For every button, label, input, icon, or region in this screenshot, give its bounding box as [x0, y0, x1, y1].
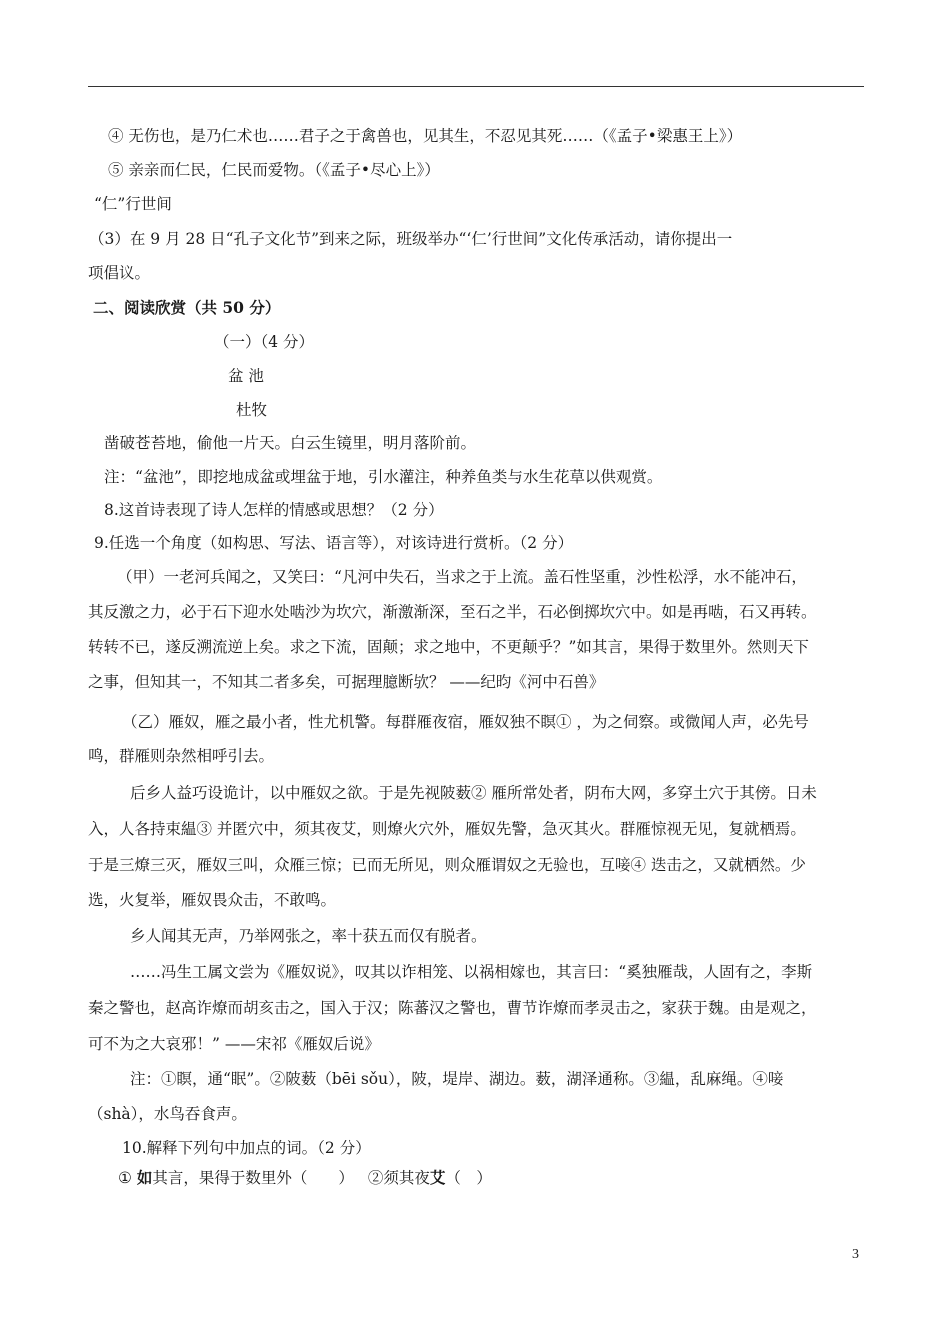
section-label: “仁”行世间: [94, 195, 172, 213]
question-10-stem: 10.解释下列句中加点的词。（2 分）: [122, 1139, 371, 1157]
q10-item1-prefix: ①: [118, 1169, 137, 1187]
passage-yi-line: 于是三燎三灭，雁奴三叫，众雁三惊；已而无所见，则众雁谓奴之无验也，互唼④ 迭击之，又就栖然。少: [88, 856, 806, 874]
q10-item2-rest: （ ）: [445, 1169, 492, 1187]
q10-item2-prefix: ②须其夜: [367, 1169, 430, 1187]
passage-jia-line: 其反激之力，必于石下迎水处啮沙为坎穴，渐激渐深，至石之半，石必倒掷坎穴中。如是再啮，石又再转。: [88, 603, 817, 621]
passage-yi-line: 鸣，群雁则杂然相呼引去。: [88, 747, 275, 765]
passage-yi-line: ……冯生工属文尝为《雁奴说》，叹其以诈相笼、以祸相嫁也，其言曰：“奚独雁哉，人固有之，李斯: [130, 963, 813, 981]
question-9: 9.任选一个角度（如构思、写法、语言等），对该诗进行赏析。（2 分）: [94, 534, 574, 552]
question-8: 8.这首诗表现了诗人怎样的情感或思想？（2 分）: [104, 501, 444, 519]
passage-yi-line: 可不为之大哀邪！” ——宋祁《雁奴后说》: [88, 1035, 380, 1053]
passage-yi-line: 入，人各持束緼③ 并匿穴中，须其夜艾，则燎火穴外，雁奴先警，急灭其火。群雁惊视无见，复就栖焉。: [88, 820, 806, 838]
passage-yi-line: 乡人闻其无声，乃举网张之，率十获五而仅有脱者。: [130, 927, 487, 945]
passage-yi-line: 选，火复举，雁奴畏众击，不敢鸣。: [88, 891, 337, 909]
notes-yi-line: 注：①瞑，通“眠”。②陂薮（bēi sǒu），陂，堤岸、湖边。薮，湖泽通称。③緼，乱麻绳。④唼: [130, 1070, 784, 1088]
poem-subheading: （一）（4 分）: [214, 333, 315, 351]
part2-title: 二、阅读欣赏（共 50 分）: [93, 298, 281, 317]
question-10-items: [118, 1168, 492, 1188]
page-number: 3: [852, 1247, 859, 1262]
question-3-line2: 项倡议。: [88, 264, 151, 282]
passage-jia-line: 之事，但知其一，不知其二者多矣，可据理臆断欤？ ——纪昀《河中石兽》: [88, 673, 605, 691]
quote-4: ④ 无伤也，是乃仁术也……君子之于禽兽也，见其生，不忍见其死……（《孟子•梁惠王上》）: [108, 127, 743, 145]
quote-5: ⑤ 亲亲而仁民，仁民而爱物。（《孟子•尽心上》）: [108, 161, 440, 179]
poem-author: 杜牧: [236, 401, 268, 419]
poem-title: 盆 池: [228, 367, 264, 385]
poem-note: 注：“盆池”，即挖地成盆或埋盆于地，引水灌注，种养鱼类与水生花草以供观赏。: [104, 468, 663, 486]
header-rule: [88, 86, 864, 87]
question-3-line1: （3）在 9 月 28 日“孔子文化节”到来之际，班级举办“‘仁’行世间”文化传承活动，请你提出一: [89, 230, 733, 248]
q10-item1-rest: 其言，果得于数里外（ ）: [152, 1169, 354, 1187]
passage-jia-line: 转转不已，遂反溯流逆上矣。求之下流，固颠；求之地中，不更颠乎？”如其言，果得于数里外。然则天下: [88, 638, 809, 656]
poem-text: 凿破苍苔地，偷他一片天。白云生镜里，明月落阶前。: [104, 434, 477, 452]
passage-yi-line: 后乡人益巧设诡计，以中雁奴之欲。于是先视陂薮② 雁所常处者，阴布大网，多穿土穴于其傍。日未: [130, 784, 817, 802]
q10-item1-word: 如: [136, 1168, 153, 1187]
passage-yi-line: （乙）雁奴，雁之最小者，性尤机警。每群雁夜宿，雁奴独不瞑① ，为之伺察。或微闻人声，必先号: [122, 713, 809, 731]
notes-yi-line: （shà），水鸟吞食声。: [88, 1105, 247, 1123]
passage-jia-line: （甲）一老河兵闻之，又笑曰：“凡河中失石，当求之于上流。盖石性坚重，沙性松浮，水不能冲石，: [117, 568, 807, 586]
passage-yi-line: 秦之警也，赵高诈燎而胡亥击之，国入于汉；陈蕃汉之警也，曹节诈燎而孝灵击之，家获于魏。由是观之，: [88, 999, 817, 1017]
q10-item2-word: 艾: [429, 1168, 446, 1187]
